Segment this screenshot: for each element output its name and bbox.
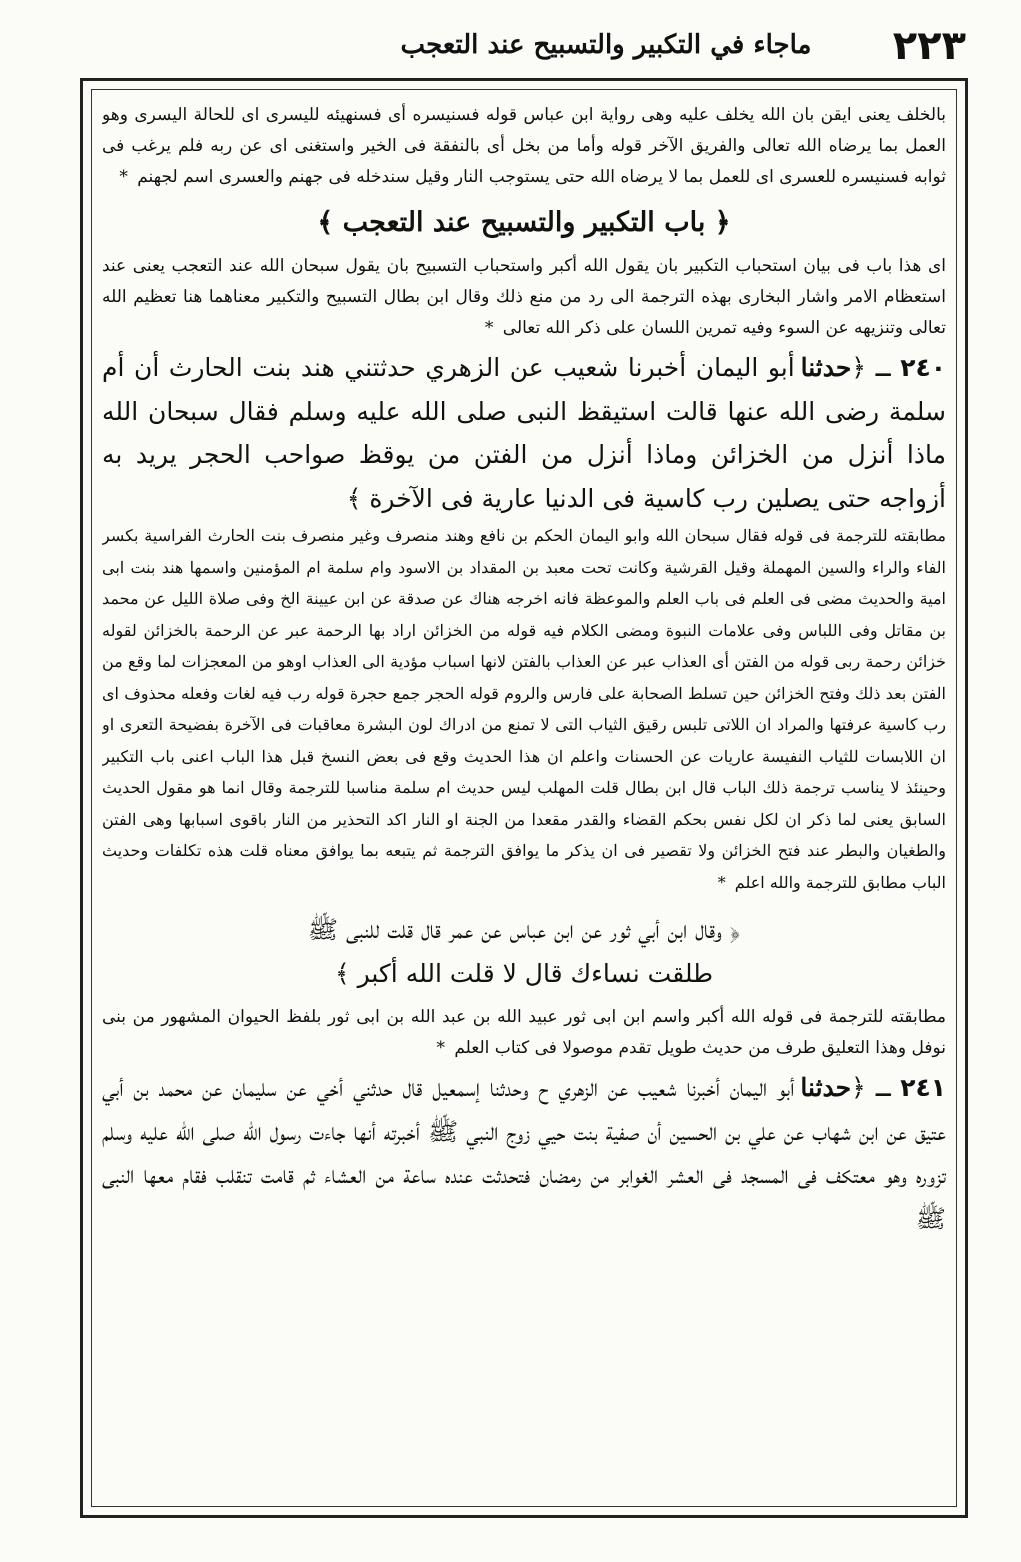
open-bracket: ﴿: [851, 353, 866, 382]
dash: ـ: [875, 1073, 891, 1102]
muallaq-line: [102, 908, 946, 952]
close-bracket: ﴾: [317, 207, 334, 238]
commentary-text: مطابقته للترجمة فى قوله الله أكبر واسم ابن ابى ثور عبيد الله بن عبد الله بن ابى ثور بلفظ الحيوان المشهور من بنى نوفل وهذا التعليق طرف من حديث طويل تقدم موصولا فى كتاب العلم: [102, 1007, 946, 1058]
muallaq-text: طلقت نساءك قال لا قلت الله أكبر: [357, 959, 714, 988]
hadith-text: أبو اليمان أخبرنا شعيب عن الزهري ح وحدثنا إسمعيل قال حدثني أخي عن سليمان عن محمد بن أبي عتيق عن ابن شهاب عن علي بن الحسين أن صفية بنت حيي زوج النبي ﷺ أخبرته أنها جاءت رسول الله صلى الله عليه وسلم تزوره وهو معتكف فى المسجد فى العشر الغوابر من رمضان فتحدثت عنده ساعة من العشاء ثم قامت تنقلب فقام معها النبى ﷺ: [102, 1073, 946, 1233]
commentary-paragraph: [102, 1002, 946, 1064]
open-bracket: ﴿: [851, 1073, 866, 1102]
commentary-text: اى هذا باب فى بيان استحباب التكبير بان يقول الله أكبر واستحباب التسبيح بان يقول سبحان الله عند التعجب يعنى عند استعظام الامر واشار البخارى بهذه الترجمة الى رد من منع ذلك وقال ابن بطال التسبيح والتكبير معناهما هنا تعظيم الله تعالى وتنزيهه عن السوء وفيه تمرين اللسان على ذكر الله تعالى: [102, 256, 946, 338]
end-mark: *: [436, 1038, 445, 1058]
commentary-paragraph: [102, 100, 946, 193]
commentary-paragraph: [102, 520, 946, 898]
open-bracket: ﴿: [729, 915, 741, 944]
close-bracket: ﴾: [346, 483, 362, 513]
hadith-240: [102, 346, 946, 520]
muallaq-line: [102, 952, 946, 996]
hadith-text: أبو اليمان أخبرنا شعيب عن الزهري حدثتني هند بنت الحارث أن أم سلمة رضى الله عنها قالت استيقظ النبى صلى الله عليه وسلم فقال سبحان الله ماذا أنزل من الخزائن وماذا أنزل من الفتن من يوقظ صواحب الحجر يريد به أزواجه حتى يصلين رب كاسية فى الدنيا عارية فى الآخرة: [102, 353, 946, 513]
commentary-paragraph: [102, 251, 946, 344]
haddathana-word: حدثنا: [800, 353, 852, 382]
commentary-text: بالخلف يعنى ايقن بان الله يخلف عليه وهى رواية ابن عباس قوله فسنيسره أى فسنهيئه لليسرى اى للحالة اليسرى وهو العمل بما يرضاه الله تعالى والفريق الآخر قوله وأما من بخل أى بالنفقة فى الخير واستغنى اى عن ربه فلم يرغب فى ثوابه فسنيسره للعسرى اى للعمل بما لا يرضاه الله حتى يستوجب النار وقيل سندخله فى جهنم والعسرى اسم لجهنم: [102, 105, 946, 187]
end-mark: *: [119, 167, 128, 187]
running-head: ماجاء في التكبير والتسبيح عند التعجب: [400, 30, 812, 60]
chapter-title: باب التكبير والتسبيح عند التعجب: [342, 207, 706, 238]
commentary-text: مطابقته للترجمة فى قوله فقال سبحان الله وابو اليمان الحكم بن نافع وهند منصرف وغير منصرف بنت الحارث الفراسية بكسر الفاء والراء والسين المهملة وقيل القرشية وكانت تحت معبد بن المقداد بن الاسود وام سلمة ام المؤمنين واسمها هند بنت ابى امية والحديث مضى فى العلم فى باب العلم والموعظة فانه اخرجه هناك عن صدقة عن ابن عيينة الخ وفى صلاة الليل عن محمد بن مقاتل وفى اللباس وفى علامات النبوة ومضى الكلام فيه قوله من الخزائن اراد بها الرحمة عبر عن الرحمة بالخزائن لقوله خزائن رحمة ربى قوله من الفتن أى العذاب عبر عن العذاب بالفتن لانها اسباب مؤدية الى العذاب اوهو من المعجزات لما وقع من الفتن بعد ذلك وفتح الخزائن حين تسلط الصحابة على فارس والروم قوله الحجر جمع حجرة قوله رب فيه لغات وفعله محذوف اى رب كاسية عرفتها والمراد ان اللاتى تلبس رقيق الثياب التى لا تمنع من ادراك لون البشرة معاقبات فى الآخرة بفضيحة التعرى او ان اللابسات للثياب النفيسة عاريات عن الحسنات واعلم ان هذا الحديث وقع فى بعض النسخ قبل هذا الباب اعنى باب التكبير وحينئذ لا يناسب ترجمة ذلك الباب قال ابن بطال قلت المهلب ليس حديث ام سلمة مناسبا للترجمة وقال انما هو مقول الحديث السابق يعنى لما ذكر ان لكل نفس بحكم القضاء والقدر مقعدا من الجنة او النار اكد التحذير من النار باقوى اسبابها وهى الفتن والطغيان والبطر عند فتح الخزائن ولا تقصير فى ان يذكر ما يوافق الترجمة ثم يتبعه بما يوافق معناه قلت هذه تكلفات وحديث الباب مطابق للترجمة والله اعلم: [102, 526, 946, 892]
dash: ـ: [875, 353, 891, 382]
hadith-number: ٢٤٠: [900, 353, 946, 382]
page-number: ٢٢٣: [892, 23, 966, 69]
inner-frame: [91, 89, 957, 1507]
text-body: [102, 100, 946, 1496]
chapter-heading: [102, 201, 946, 245]
end-mark: *: [484, 318, 494, 338]
hadith-241: [102, 1066, 946, 1240]
hadith-number: ٢٤١: [900, 1073, 946, 1102]
page-frame: [80, 78, 968, 1518]
open-bracket: ﴿: [714, 207, 731, 238]
page-header: [96, 22, 976, 72]
muallaq-text: وقال ابن أبي ثور عن ابن عباس عن عمر قال قلت للنبى ﷺ: [307, 915, 722, 944]
muallaq-report: [102, 908, 946, 996]
haddathana-word: حدثنا: [800, 1073, 852, 1102]
close-bracket: ﴾: [334, 959, 350, 988]
end-mark: *: [717, 872, 726, 892]
